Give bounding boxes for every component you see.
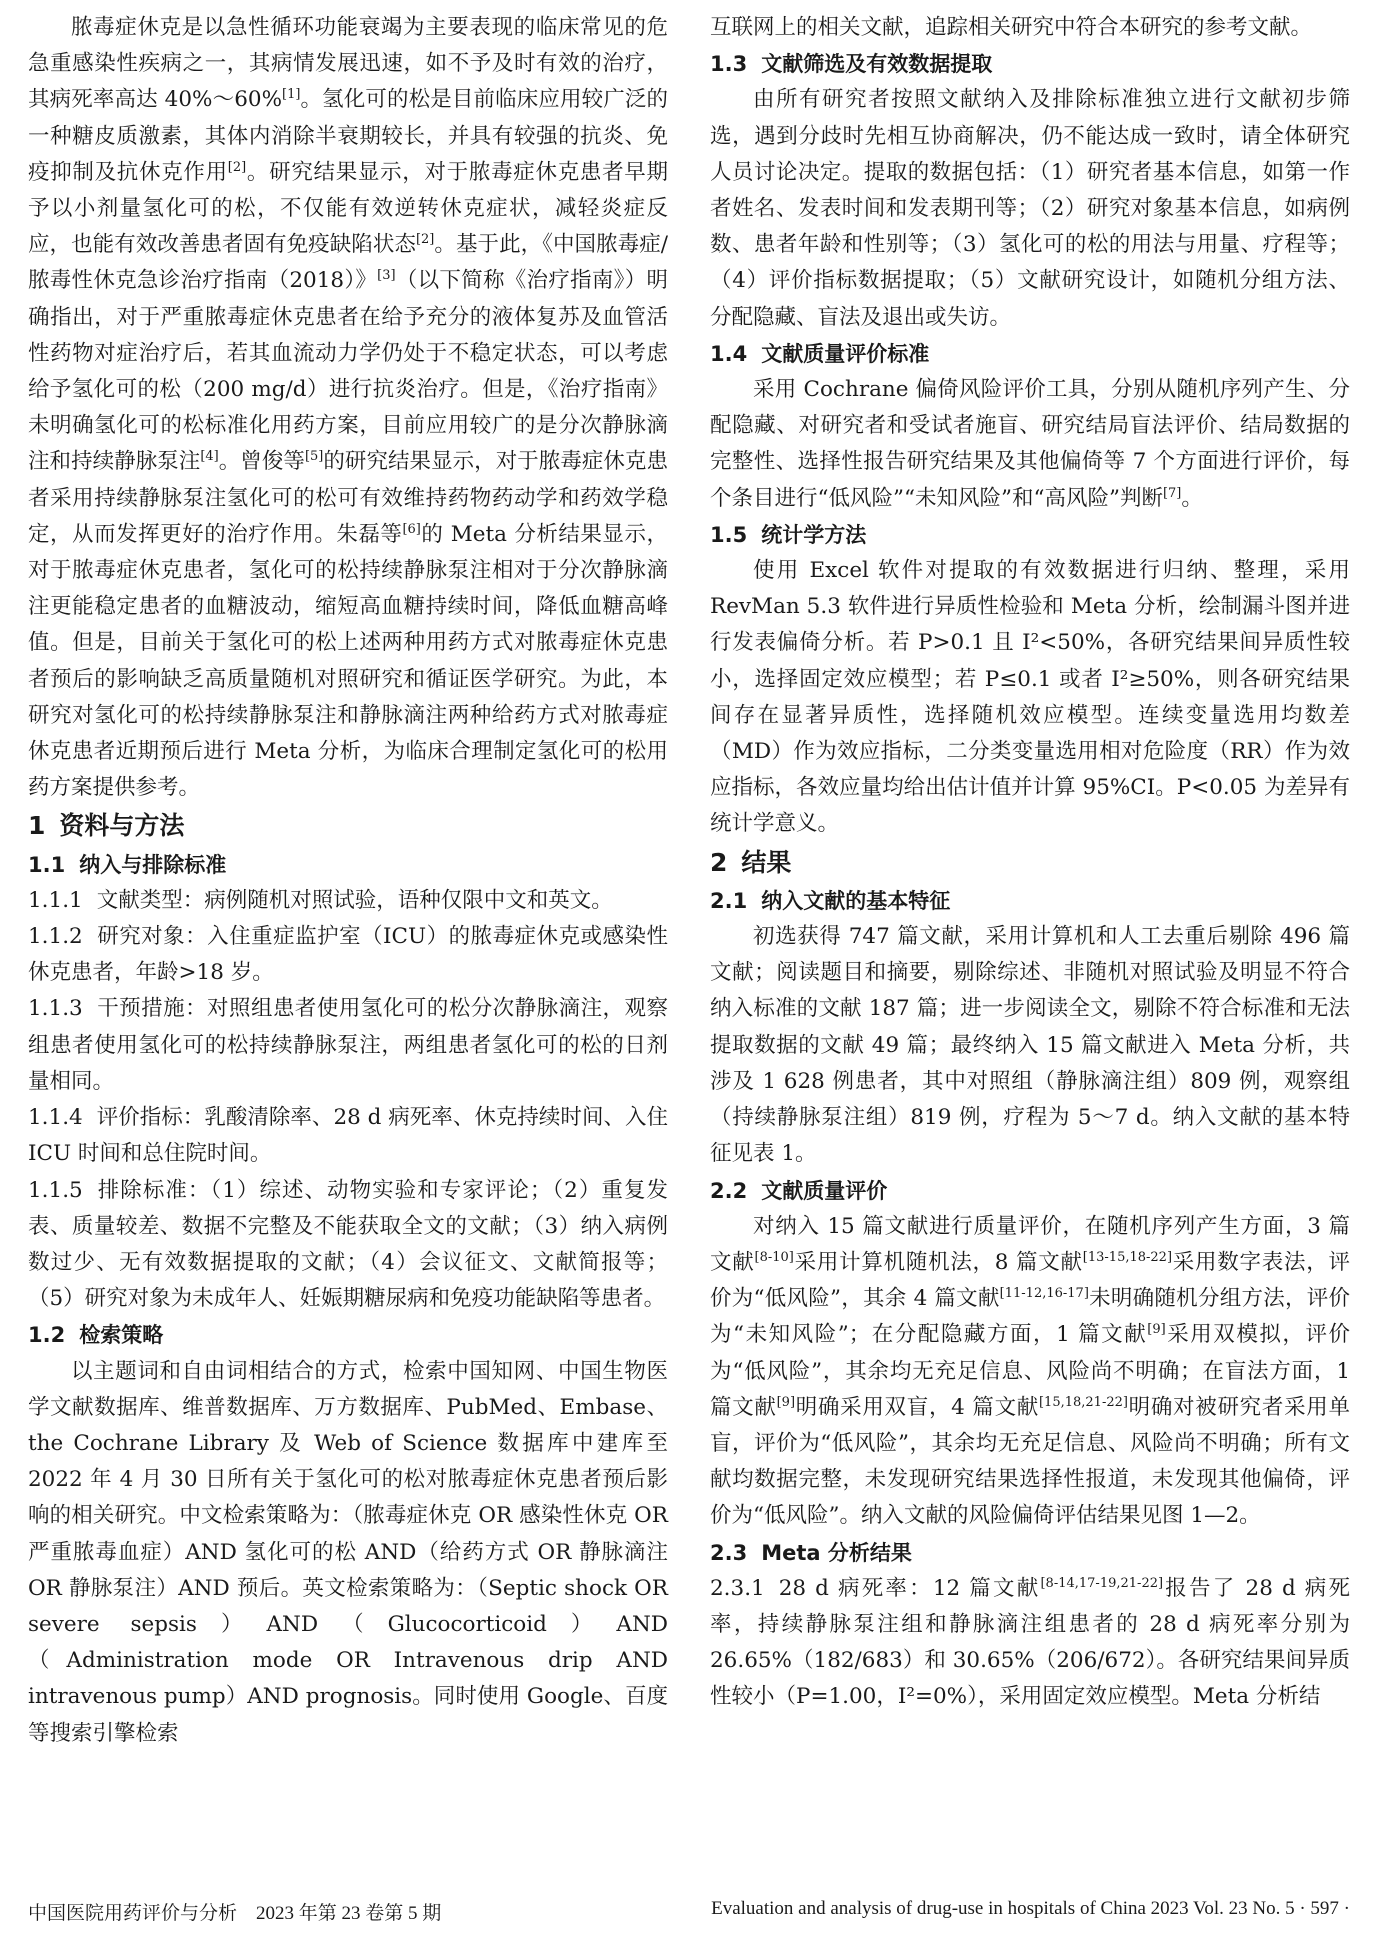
text-run: 采用双模拟，评价为“低风险”，其余均无充足信息、风险尚不明确；在盲法方面，1 篇文献	[710, 1322, 1350, 1420]
citation: [1]	[282, 87, 301, 103]
citation: [7]	[1162, 485, 1182, 501]
text-run: 对纳入 15 篇文献进行质量评价，在随机序列产生方面，3 篇文献	[710, 1213, 1350, 1275]
section-1-2-heading: 1.2 检索策略	[28, 1323, 164, 1348]
item-1-1-4: 1.1.4 评价指标：乳酸清除率、28 d 病死率、休克持续时间、入住 ICU 时间和总住院时间。	[28, 1105, 668, 1167]
citation: [11-12,16-17]	[999, 1285, 1089, 1301]
citation: [13-15,18-22]	[1082, 1249, 1173, 1265]
statistics-paragraph: 使用 Excel 软件对提取的有效数据进行归纳、整理，采用 RevMan 5.3 软件进行异质性检验和 Meta 分析，绘制漏斗图并进行发表偏倚分析。若 P>0.1 且 I²<50%，各研究结果间异质性较小，选择固定效应模型；若 P≤0.1 或者 I²≥50%，则各研究结果间存在显著异质性，选择随机效应模型。连续变量选用均数差（MD）作为效应指标，二分类变量选用相对危险度（RR）作为效应指标，各效应量均给出估计值并计算 95%CI。P<0.05 为差异有统计学意义。	[710, 558, 1350, 837]
citation: [8-10]	[754, 1249, 794, 1265]
section-2-heading: 2 结果	[710, 847, 792, 877]
text-run: （以下简称《治疗指南》）明确指出，对于严重脓毒症休克患者在给予充分的液体复苏及血管活性药物对症治疗后，若其血流动力学仍处于不稳定状态，可以考虑给予氢化可的松（200 mg/d）进行抗炎治疗。但是，《治疗指南》未明确氢化可的松标准化用药方案，目前应用较广的是分次静脉滴注和持续静脉泵注	[28, 268, 668, 475]
section-2-1-heading: 2.1 纳入文献的基本特征	[710, 888, 951, 913]
text-run: 脓毒症休克是以急性循环功能衰竭为主要表现的临床常见的危急重感染性疾病之一，其病情发展迅速，如不予及时有效的治疗，其病死率高达 40%～60%	[28, 15, 668, 113]
text-run: 采用数字表法，评价为“低风险”，其余 4 篇文献	[710, 1249, 1350, 1312]
item-2-3-1: 2.3.1 28 d 病死率：12 篇文献[8-14,17-19,21-22]报告了 28 d 病死率，持续静脉泵注组和静脉滴注组患者的 28 d 病死率分别为 26.65%（182/683）和 30.65%（206/672）。各研究结果间异质性较小（P=1.00，I²=0%），采用固定效应模型。Meta 分析结	[710, 1575, 1351, 1710]
right-column	[710, 10, 1350, 1716]
citation: [8-14,17-19,21-22]	[1040, 1575, 1164, 1591]
text-run: 明确采用双盲，4 篇文献	[795, 1394, 1039, 1420]
item-1-1-3: 1.1.3 干预措施：对照组患者使用氢化可的松分次静脉滴注，观察组患者使用氢化可的松持续静脉泵注，两组患者氢化可的松的日剂量相同。	[28, 996, 668, 1094]
section-1-4-heading: 1.4 文献质量评价标准	[710, 341, 930, 366]
search-strategy-paragraph: 以主题词和自由词相结合的方式，检索中国知网、中国生物医学文献数据库、维普数据库、万方数据库、PubMed、Embase、the Cochrane Library 及 Web of Science 数据库中建库至 2022 年 4 月 30 日所有关于氢化可的松对脓毒症休克患者预后影响的相关研究。中文检索策略为：（脓毒症休克 OR 感染性休克 OR 严重脓毒血症）AND 氢化可的松 AND（给药方式 OR 静脉滴注 OR 静脉泵注）AND 预后。英文检索策略为：（Septic shock OR severe sepsis）AND（Glucocorticoid）AND（Administration mode OR Intravenous drip AND intravenous pump）AND prognosis。同时使用 Google、百度等搜索引擎检索	[28, 1358, 668, 1746]
citation: [2]	[227, 159, 247, 175]
citation: [15,18,21-22]	[1038, 1394, 1128, 1410]
citation: [9]	[1147, 1322, 1166, 1338]
text-run: 明确对被研究者采用单盲，评价为“低风险”，其余均无充足信息、风险尚不明确；所有文献均数据完整，未发现研究结果选择性报道，未发现其他偏倚，评价为“低风险”。纳入文献的风险偏倚评估结果见图 1—2。	[710, 1394, 1350, 1529]
text-run: 。基于此，《中国脓毒症/脓毒性休克急诊治疗指南（2018）》	[28, 232, 668, 294]
section-2-3-heading: 2.3 Meta 分析结果	[710, 1540, 912, 1565]
citation: [5]	[304, 449, 324, 465]
citation: [9]	[776, 1394, 796, 1410]
intro-paragraph	[28, 10, 668, 806]
section-1-1-heading: 1.1 纳入与排除标准	[28, 852, 227, 877]
citation: [3]	[377, 268, 396, 284]
section-2-2-heading: 2.2 文献质量评价	[710, 1178, 888, 1203]
text-run: 的研究结果显示，对于脓毒症休克患者采用持续静脉泵注氢化可的松可有效维持药物药动学和药效学稳定，从而发挥更好的治疗作用。朱磊等	[28, 449, 668, 547]
text-run: 采用计算机随机法，8 篇文献	[793, 1249, 1083, 1275]
journal-name-cn: 中国医院用药评价与分析 2023 年第 23 卷第 5 期	[28, 1903, 442, 1924]
section-1-3-heading: 1.3 文献筛选及有效数据提取	[710, 52, 993, 77]
text-run: 。研究结果显示，对于脓毒症休克患者早期予以小剂量氢化可的松，不仅能有效逆转休克症状，减轻炎症反应，也能有效改善患者固有免疫缺陷状态	[28, 159, 668, 258]
item-1-1-5: 1.1.5 排除标准：（1）综述、动物实验和专家评论；（2）重复发表、质量较差、数据不完整及不能获取全文的文献；（3）纳入病例数过少、无有效数据提取的文献；（4）会议征文、文献简报等；（5）研究对象为未成年人、妊娠期糖尿病和免疫功能缺陷等患者。	[28, 1177, 668, 1312]
citation: [2]	[415, 232, 435, 248]
section-1-heading: 1 资料与方法	[28, 811, 185, 841]
continued-paragraph: 互联网上的相关文献，追踪相关研究中符合本研究的参考文献。	[710, 15, 1313, 40]
quality-criteria-paragraph: 采用 Cochrane 偏倚风险评价工具，分别从随机序列产生、分配隐藏、对研究者和受试者施盲、研究结局盲法评价、结局数据的完整性、选择性报告研究结果及其他偏倚等 7 个方面进行评价，每个条目进行“低风险”“未知风险”和“高风险”判断[7]。	[710, 377, 1350, 511]
left-column	[28, 10, 668, 1752]
journal-name-en: Evaluation and analysis of drug-use in hospitals of China 2023 Vol. 23 No. 5 · 597 ·	[711, 1898, 1350, 1919]
citation: [6]	[402, 521, 421, 537]
characteristics-paragraph: 初选获得 747 篇文献，采用计算机和人工去重后剔除 496 篇文献；阅读题目和摘要，剔除综述、非随机对照试验及明显不符合纳入标准的文献 187 篇；进一步阅读全文，剔除不符合标准和无法提取数据的文献 49 篇；最终纳入 15 篇文献进入 Meta 分析，共涉及 1 628 例患者，其中对照组（静脉滴注组）809 例，观察组（持续静脉泵注组）819 例，疗程为 5～7 d。纳入文献的基本特征见表 1。	[710, 924, 1350, 1167]
section-1-5-heading: 1.5 统计学方法	[710, 522, 867, 547]
text-run: 未明确随机分组方法，评价为“未知风险”；在分配隐藏方面，1 篇文献	[710, 1286, 1350, 1348]
text-run: 的 Meta 分析结果显示，对于脓毒症休克患者，氢化可的松持续静脉泵注相对于分次静脉滴注更能稳定患者的血糖波动，缩短高血糖持续时间，降低血糖高峰值。但是，目前关于氢化可的松上述两种用药方式对脓毒症休克患者预后的影响缺乏高质量随机对照研究和循证医学研究。为此，本研究对氢化可的松持续静脉泵注和静脉滴注两种给药方式对脓毒症休克患者近期预后进行 Meta 分析，为临床合理制定氢化可的松用药方案提供参考。	[28, 521, 668, 801]
text-run: 。曾俊等	[218, 449, 305, 475]
quality-evaluation-paragraph	[710, 1209, 1350, 1535]
screening-paragraph: 由所有研究者按照文献纳入及排除标准独立进行文献初步筛选，遇到分歧时先相互协商解决，仍不能达成一致时，请全体研究人员讨论决定。提取的数据包括：（1）研究者基本信息，如第一作者姓名、发表时间和发表期刊等；（2）研究对象基本信息，如病例数、患者年龄和性别等；（3）氢化可的松的用法与用量、疗程等；（4）评价指标数据提取；（5）文献研究设计，如随机分组方法、分配隐藏、盲法及退出或失访。	[710, 87, 1350, 330]
citation: [4]	[200, 449, 219, 465]
text-run: 。氢化可的松是目前临床应用较广泛的一种糖皮质激素，其体内消除半衰期较长，并具有较强的抗炎、免疫抑制及抗休克作用	[28, 87, 668, 185]
item-1-1-1: 1.1.1 文献类型：病例随机对照试验，语种仅限中文和英文。	[28, 887, 613, 913]
item-1-1-2: 1.1.2 研究对象：入住重症监护室（ICU）的脓毒症休克或感染性休克患者，年龄>18 岁。	[28, 924, 668, 986]
